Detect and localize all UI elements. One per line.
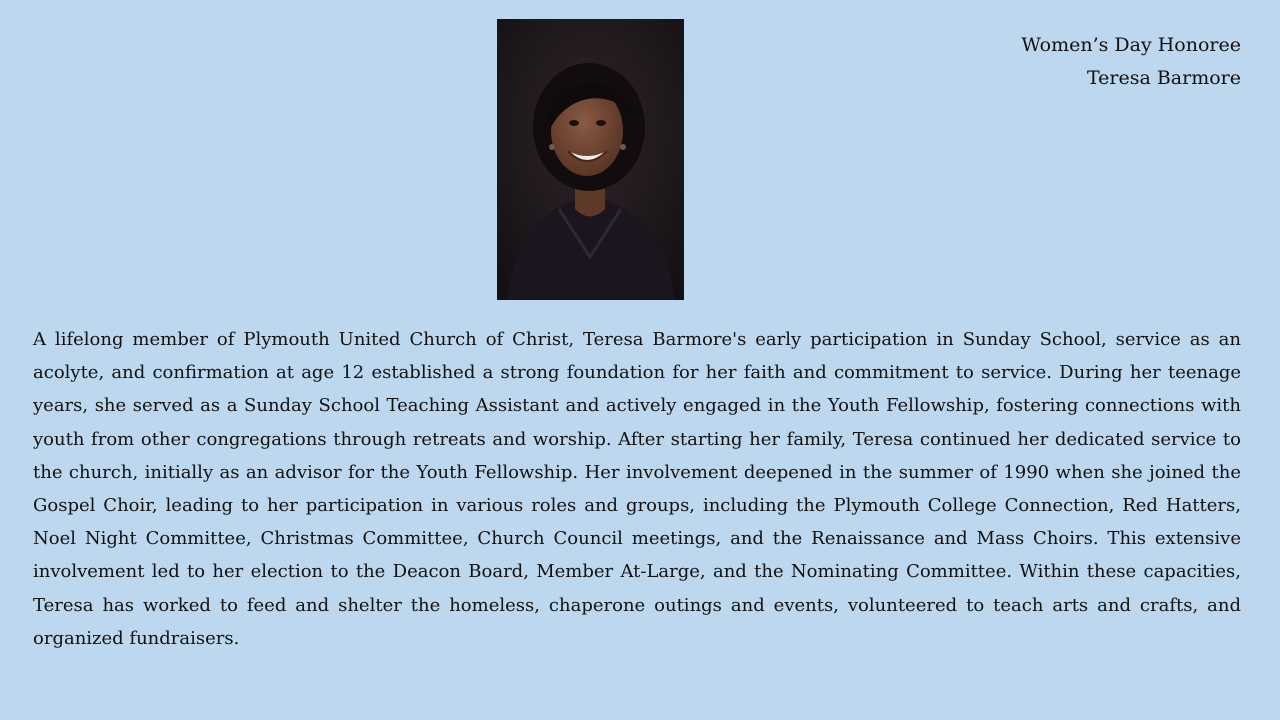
- honoree-title: Women’s Day Honoree: [1021, 34, 1241, 56]
- honoree-name: Teresa Barmore: [1086, 67, 1241, 89]
- portrait-illustration: [497, 19, 684, 300]
- honoree-header: [1021, 29, 1241, 95]
- portrait-photo: [497, 19, 684, 300]
- biography-paragraph: A lifelong member of Plymouth United Church of Christ, Teresa Barmore's early participation in Sunday School, service as an acolyte, and confirmation at age 12 established a strong foundation for her faith and commitment to service. During her teenage years, she served as a Sunday School Teaching Assistant and actively engaged in the Youth Fellowship, fostering connections with youth from other congregations through retreats and worship. After starting her family, Teresa continued her dedicated service to the church, initially as an advisor for the Youth Fellowship. Her involvement deepened in the summer of 1990 when she joined the Gospel Choir, leading to her participation in various roles and groups, including the Plymouth College Connection, Red Hatters, Noel Night Committee, Christmas Committee, Church Council meetings, and the Renaissance and Mass Choirs. This extensive involvement led to her election to the Deacon Board, Member At-Large, and the Nominating Committee. Within these capacities, Teresa has worked to feed and shelter the homeless, chaperone outings and events, volunteered to teach arts and crafts, and organized fundraisers.: [33, 329, 1241, 649]
